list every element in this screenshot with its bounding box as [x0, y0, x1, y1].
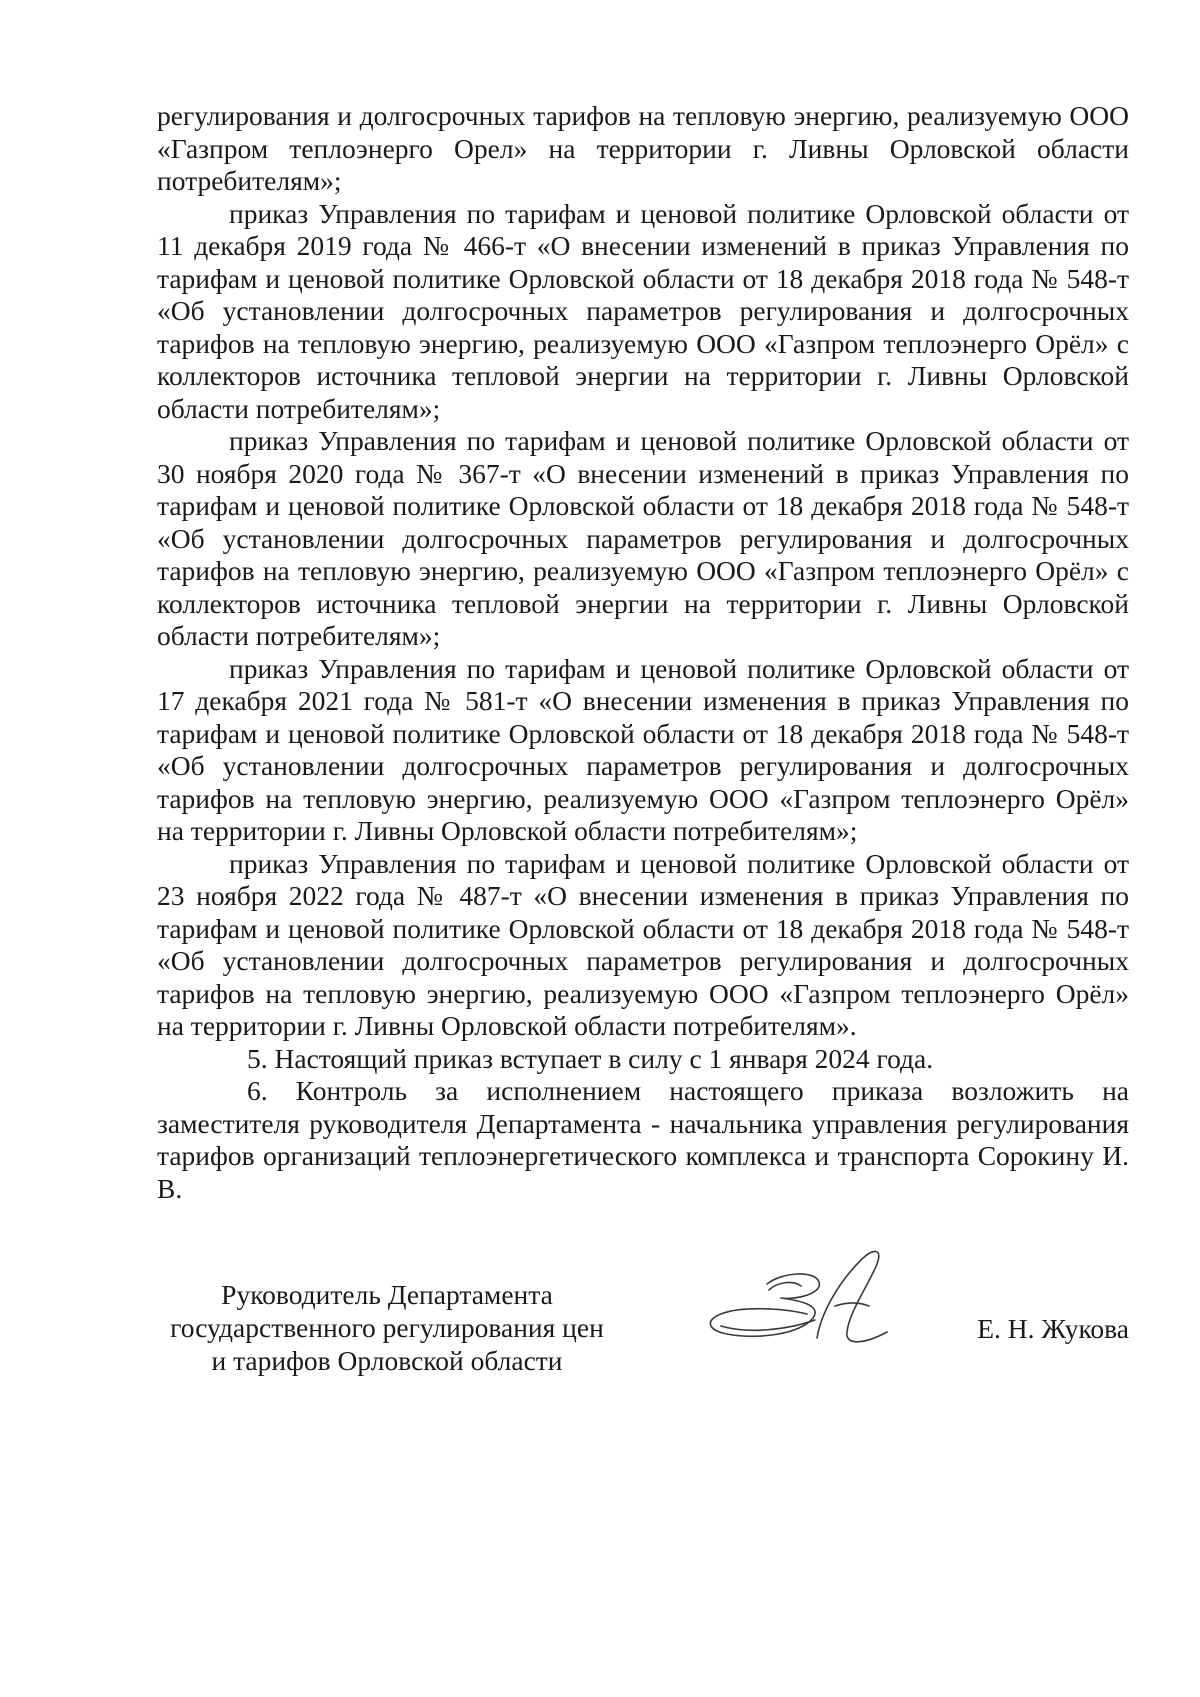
signatory-position-line: Руководитель Департамента: [221, 1279, 553, 1310]
signature-block: [157, 1278, 1129, 1418]
paragraph-order-2022: приказ Управления по тарифам и ценовой политике Орловской области от 23 ноября 2022 года № 487-т «О внесении изменения в приказ Управления по тарифам и ценовой политике Орловской области от 18 декабря 2018 года № 548-т «Об установлении долгосрочных параметров регулирования и долгосрочных тарифов на тепловую энергию, реализуемую ООО «Газпром теплоэнерго Орёл» на территории г. Ливны Орловской области потребителям».: [157, 847, 1129, 1041]
paragraph-item-5: 5. Настоящий приказ вступает в силу с 1 января 2024 года.: [247, 1042, 934, 1074]
signatory-name: Е. Н. Жукова: [977, 1313, 1129, 1344]
paragraph-order-2020: приказ Управления по тарифам и ценовой политике Орловской области от 30 ноября 2020 года № 367-т «О внесении изменений в приказ Управления по тарифам и ценовой политике Орловской области от 18 декабря 2018 года № 548-т «Об установлении долгосрочных параметров регулирования и долгосрочных тарифов на тепловую энергию, реализуемую ООО «Газпром теплоэнерго Орёл» с коллекторов источника тепловой энергии на территории г. Ливны Орловской области потребителям»;: [157, 425, 1129, 651]
paragraph-item-6: 6. Контроль за исполнением настоящего приказа возложить на заместителя руководителя Департамента - начальника управления регулирования тарифов организаций теплоэнергетического комплекса и транспорта Сорокину И. В.: [157, 1075, 1129, 1204]
handwritten-signature: [697, 1234, 907, 1374]
paragraph-continuation: регулирования и долгосрочных тарифов на тепловую энергию, реализуемую ООО «Газпром теплоэнерго Орел» на территории г. Ливны Орловской области потребителям»;: [157, 100, 1129, 196]
signatory-position-line: государственного регулирования цен: [170, 1312, 604, 1343]
paragraph-order-2021: приказ Управления по тарифам и ценовой политике Орловской области от 17 декабря 2021 года № 581-т «О внесении изменения в приказ Управления по тарифам и ценовой политике Орловской области от 18 декабря 2018 года № 548-т «Об установлении долгосрочных параметров регулирования и долгосрочных тарифов на тепловую энергию, реализуемую ООО «Газпром теплоэнерго Орёл» на территории г. Ливны Орловской области потребителям»;: [157, 652, 1129, 846]
signature-strokes: [710, 1251, 887, 1341]
signatory-position: [157, 1278, 617, 1377]
signatory-position-line: и тарифов Орловской области: [211, 1345, 563, 1376]
document-page: [157, 100, 1129, 1205]
document-body: [157, 100, 1129, 1205]
paragraph-order-2019: приказ Управления по тарифам и ценовой политике Орловской области от 11 декабря 2019 года № 466-т «О внесении изменений в приказ Управления по тарифам и ценовой политике Орловской области от 18 декабря 2018 года № 548-т «Об установлении долгосрочных параметров регулирования и долгосрочных тарифов на тепловую энергию, реализуемую ООО «Газпром теплоэнерго Орёл» с коллекторов источника тепловой энергии на территории г. Ливны Орловской области потребителям»;: [157, 197, 1129, 424]
